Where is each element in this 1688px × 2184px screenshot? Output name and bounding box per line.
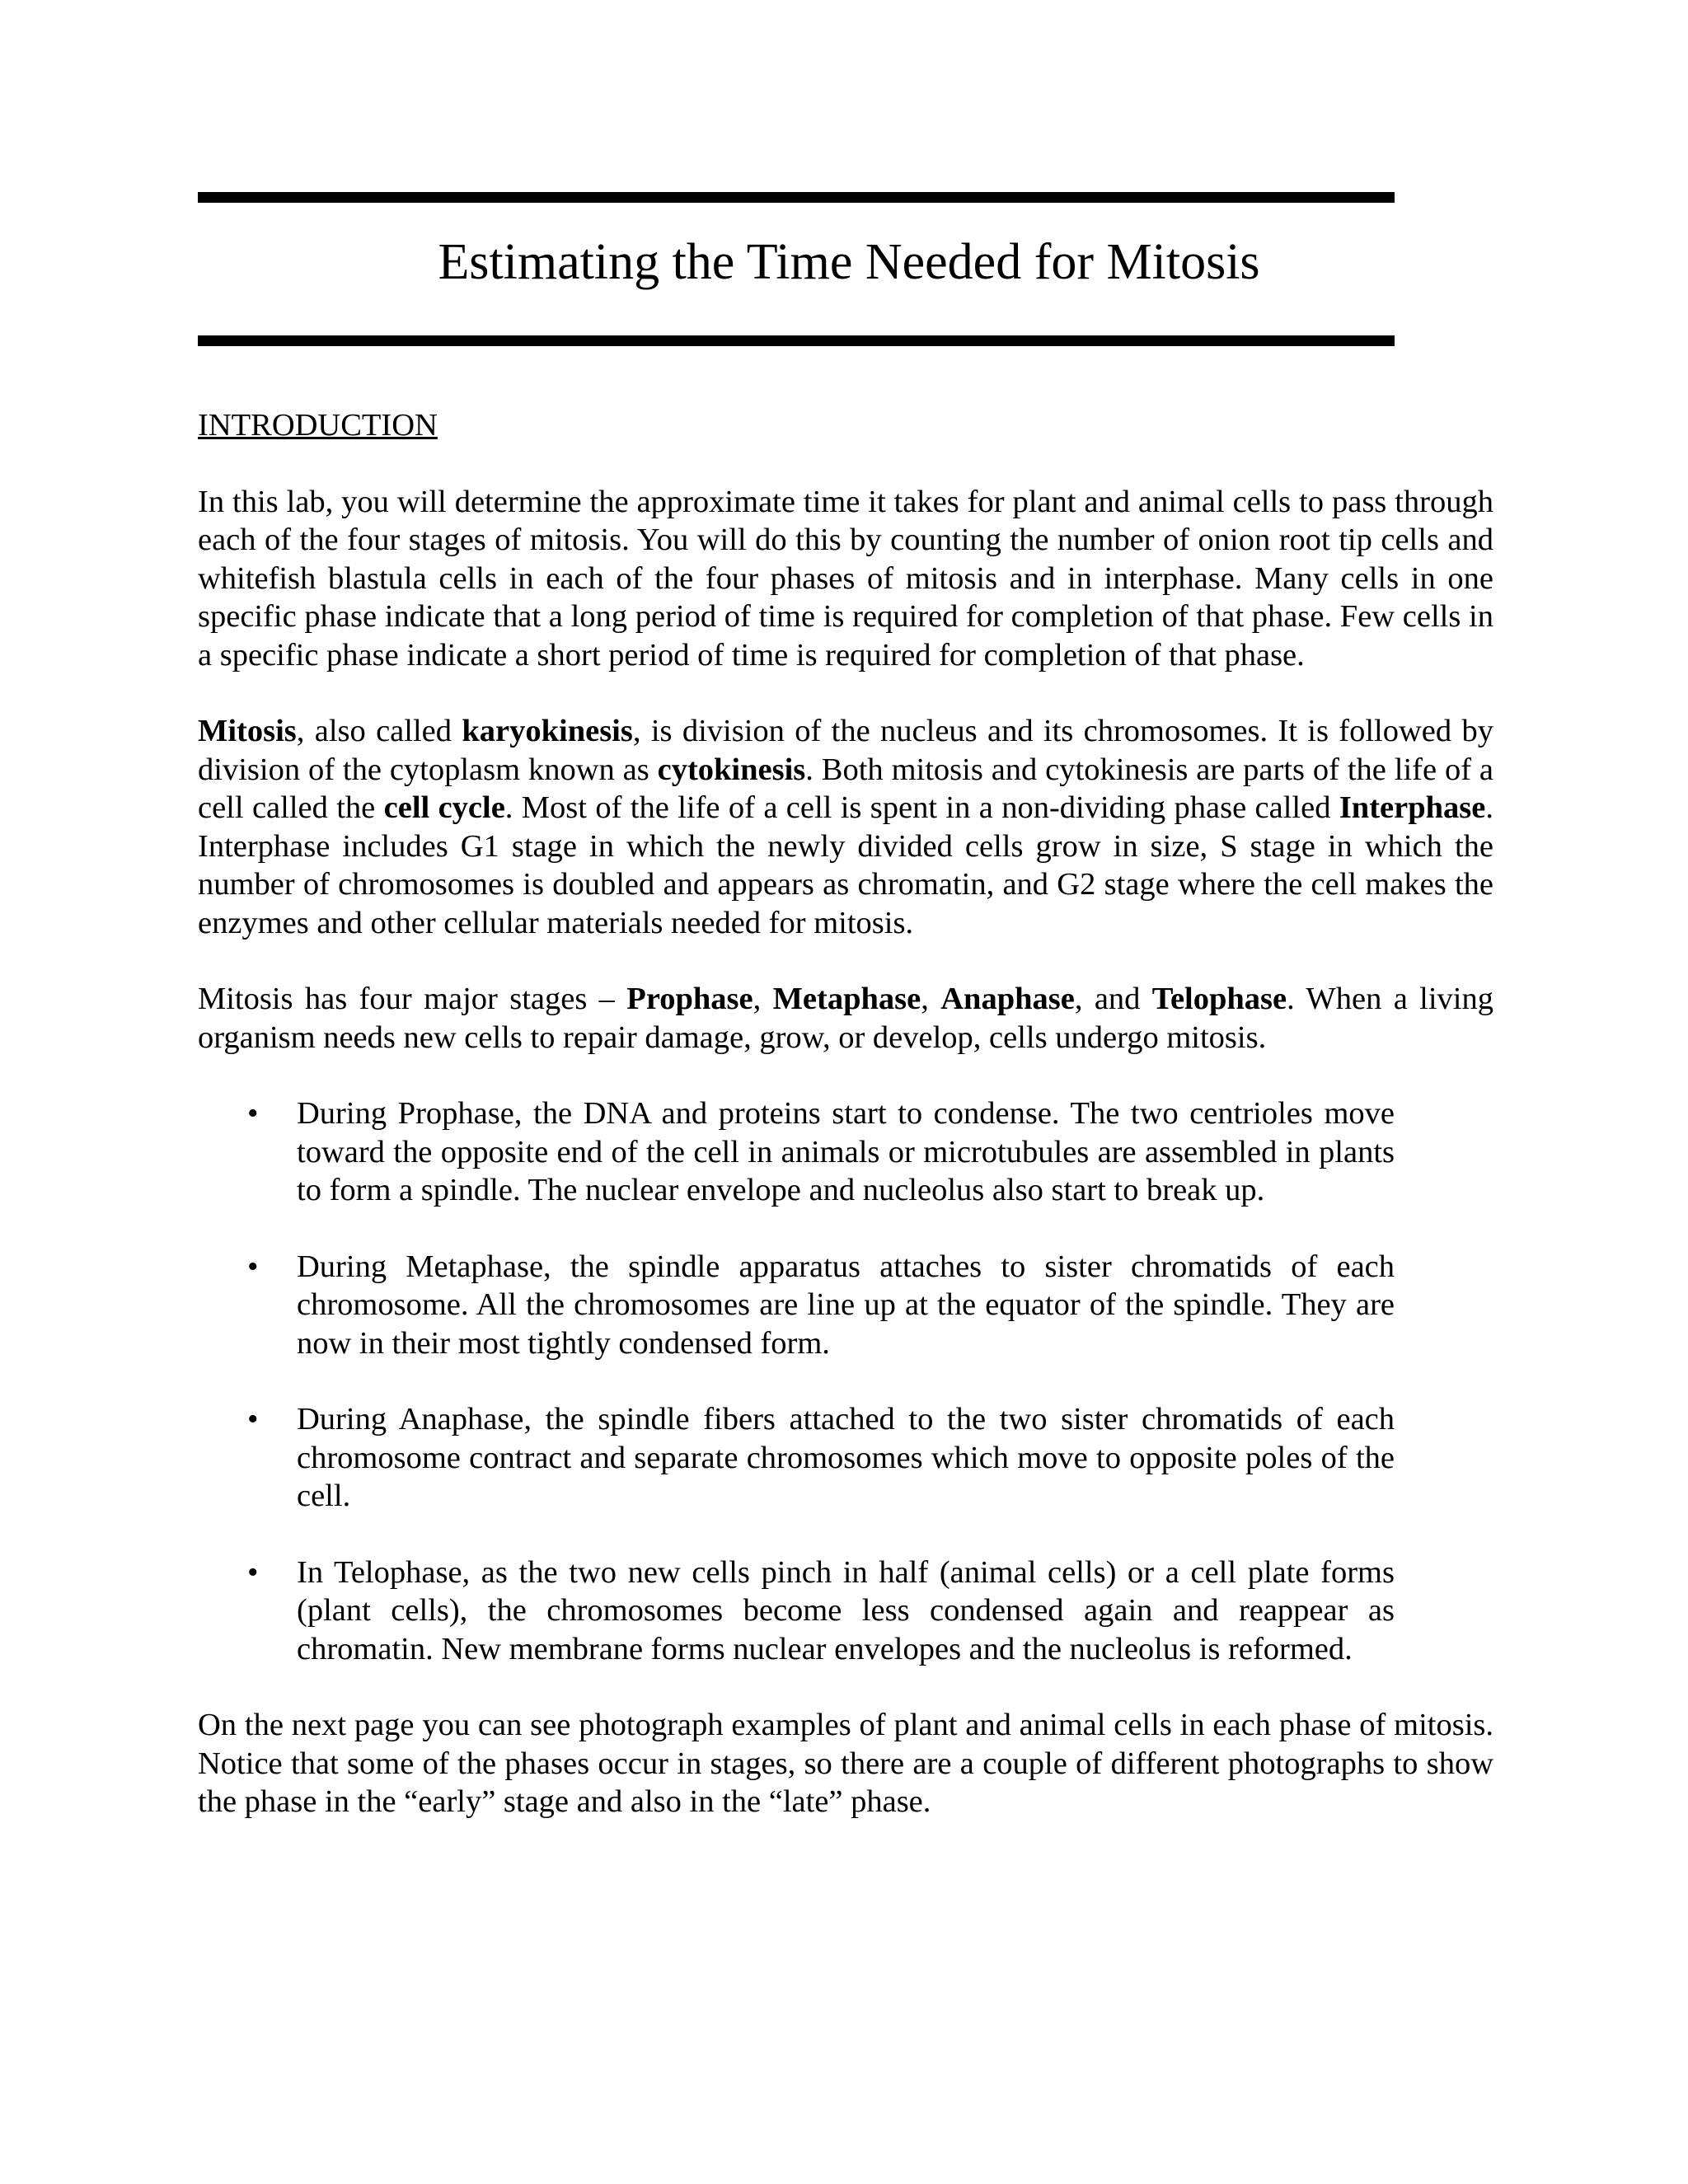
list-item-telophase: [198, 1554, 1395, 1669]
bullet-icon: •: [247, 1096, 259, 1131]
term-cell-cycle: cell cycle: [383, 790, 505, 825]
paragraph-text: ,: [753, 982, 773, 1016]
mitosis-stages-list: [198, 1094, 1493, 1668]
list-item-prophase: [198, 1094, 1395, 1210]
term-karyokinesis: karyokinesis: [462, 714, 633, 748]
bullet-icon: •: [247, 1249, 259, 1284]
list-item-text: During Anaphase, the spindle fibers attached to the two sister chromatids of each chromosome contract and separate chromosomes which move to opposite poles of the cell.: [297, 1402, 1395, 1513]
paragraph-text: Mitosis has four major stages –: [198, 982, 627, 1016]
paragraph-text: . Most of the life of a cell is spent in a non-dividing phase called: [504, 790, 1339, 825]
paragraph-text: . When a living organism needs new cells to repair damage, grow, or develop, cells undergo mitosis.: [198, 982, 1493, 1055]
paragraph-text: . Both mitosis and cytokinesis are parts of the life of a cell called the: [198, 752, 1493, 825]
mitosis-definition-paragraph: [198, 712, 1493, 942]
title-bottom-rule: [198, 335, 1395, 346]
list-item-anaphase: [198, 1400, 1395, 1516]
paragraph-text: . Interphase includes G1 stage in which the newly divided cells grow in size, S stage in which the number of chromosomes is doubled and appears as chromatin, and G2 stage where the cell makes the enzymes and other cellular materials needed for mitosis.: [198, 790, 1493, 940]
list-item-text: During Metaphase, the spindle apparatus attaches to sister chromatids of each chromosome. All the chromosomes are line up at the equator of the spindle. They are now in their most tightly condensed form.: [297, 1249, 1395, 1361]
term-anaphase: Anaphase: [940, 982, 1075, 1016]
paragraph-text: ,: [921, 982, 941, 1016]
term-telophase: Telophase: [1151, 982, 1287, 1016]
closing-paragraph: On the next page you can see photograph examples of plant and animal cells in each phase of mitosis. Notice that some of the phases occur in stages, so there are a couple of different photographs to show the phase in the “early” stage and also in the “late” phase.: [198, 1708, 1493, 1819]
term-metaphase: Metaphase: [772, 982, 921, 1016]
bullet-icon: •: [247, 1554, 259, 1590]
bullet-icon: •: [247, 1402, 259, 1436]
document-title: Estimating the Time Needed for Mitosis: [438, 234, 1260, 290]
paragraph-text: , and: [1074, 982, 1152, 1016]
term-mitosis: Mitosis: [198, 714, 297, 748]
term-cytokinesis: cytokinesis: [657, 752, 806, 787]
term-prophase: Prophase: [626, 982, 753, 1016]
paragraph-text: , is division of the nucleus and its chromosomes. It is followed by division of the cytoplasm known as: [198, 714, 1493, 787]
section-heading-introduction: INTRODUCTION: [198, 408, 438, 443]
document-body: [198, 406, 1493, 1821]
list-item-metaphase: [198, 1248, 1395, 1363]
list-item-text: In Telophase, as the two new cells pinch in half (animal cells) or a cell plate forms (plant cells), the chromosomes become less condensed again and reappear as chromatin. New membrane forms nuclear envelopes and the nucleolus is reformed.: [297, 1554, 1395, 1666]
stages-paragraph: [198, 980, 1493, 1057]
term-interphase: Interphase: [1339, 790, 1486, 825]
list-item-text: During Prophase, the DNA and proteins start to condense. The two centrioles move toward the opposite end of the cell in animals or microtubules are assembled in plants to form a spindle. The nuclear envelope and nucleolus also start to break up.: [297, 1096, 1395, 1207]
paragraph-text: , also called: [296, 714, 462, 748]
intro-paragraph: In this lab, you will determine the approximate time it takes for plant and animal cells to pass through each of the four stages of mitosis. You will do this by counting the number of onion root tip cells and whitefish blastula cells in each of the four phases of mitosis and in interphase. Many cells in one specific phase indicate that a long period of time is required for completion of that phase. Few cells in a specific phase indicate a short period of time is required for completion of that phase.: [198, 484, 1493, 673]
title-top-rule: [198, 192, 1395, 203]
